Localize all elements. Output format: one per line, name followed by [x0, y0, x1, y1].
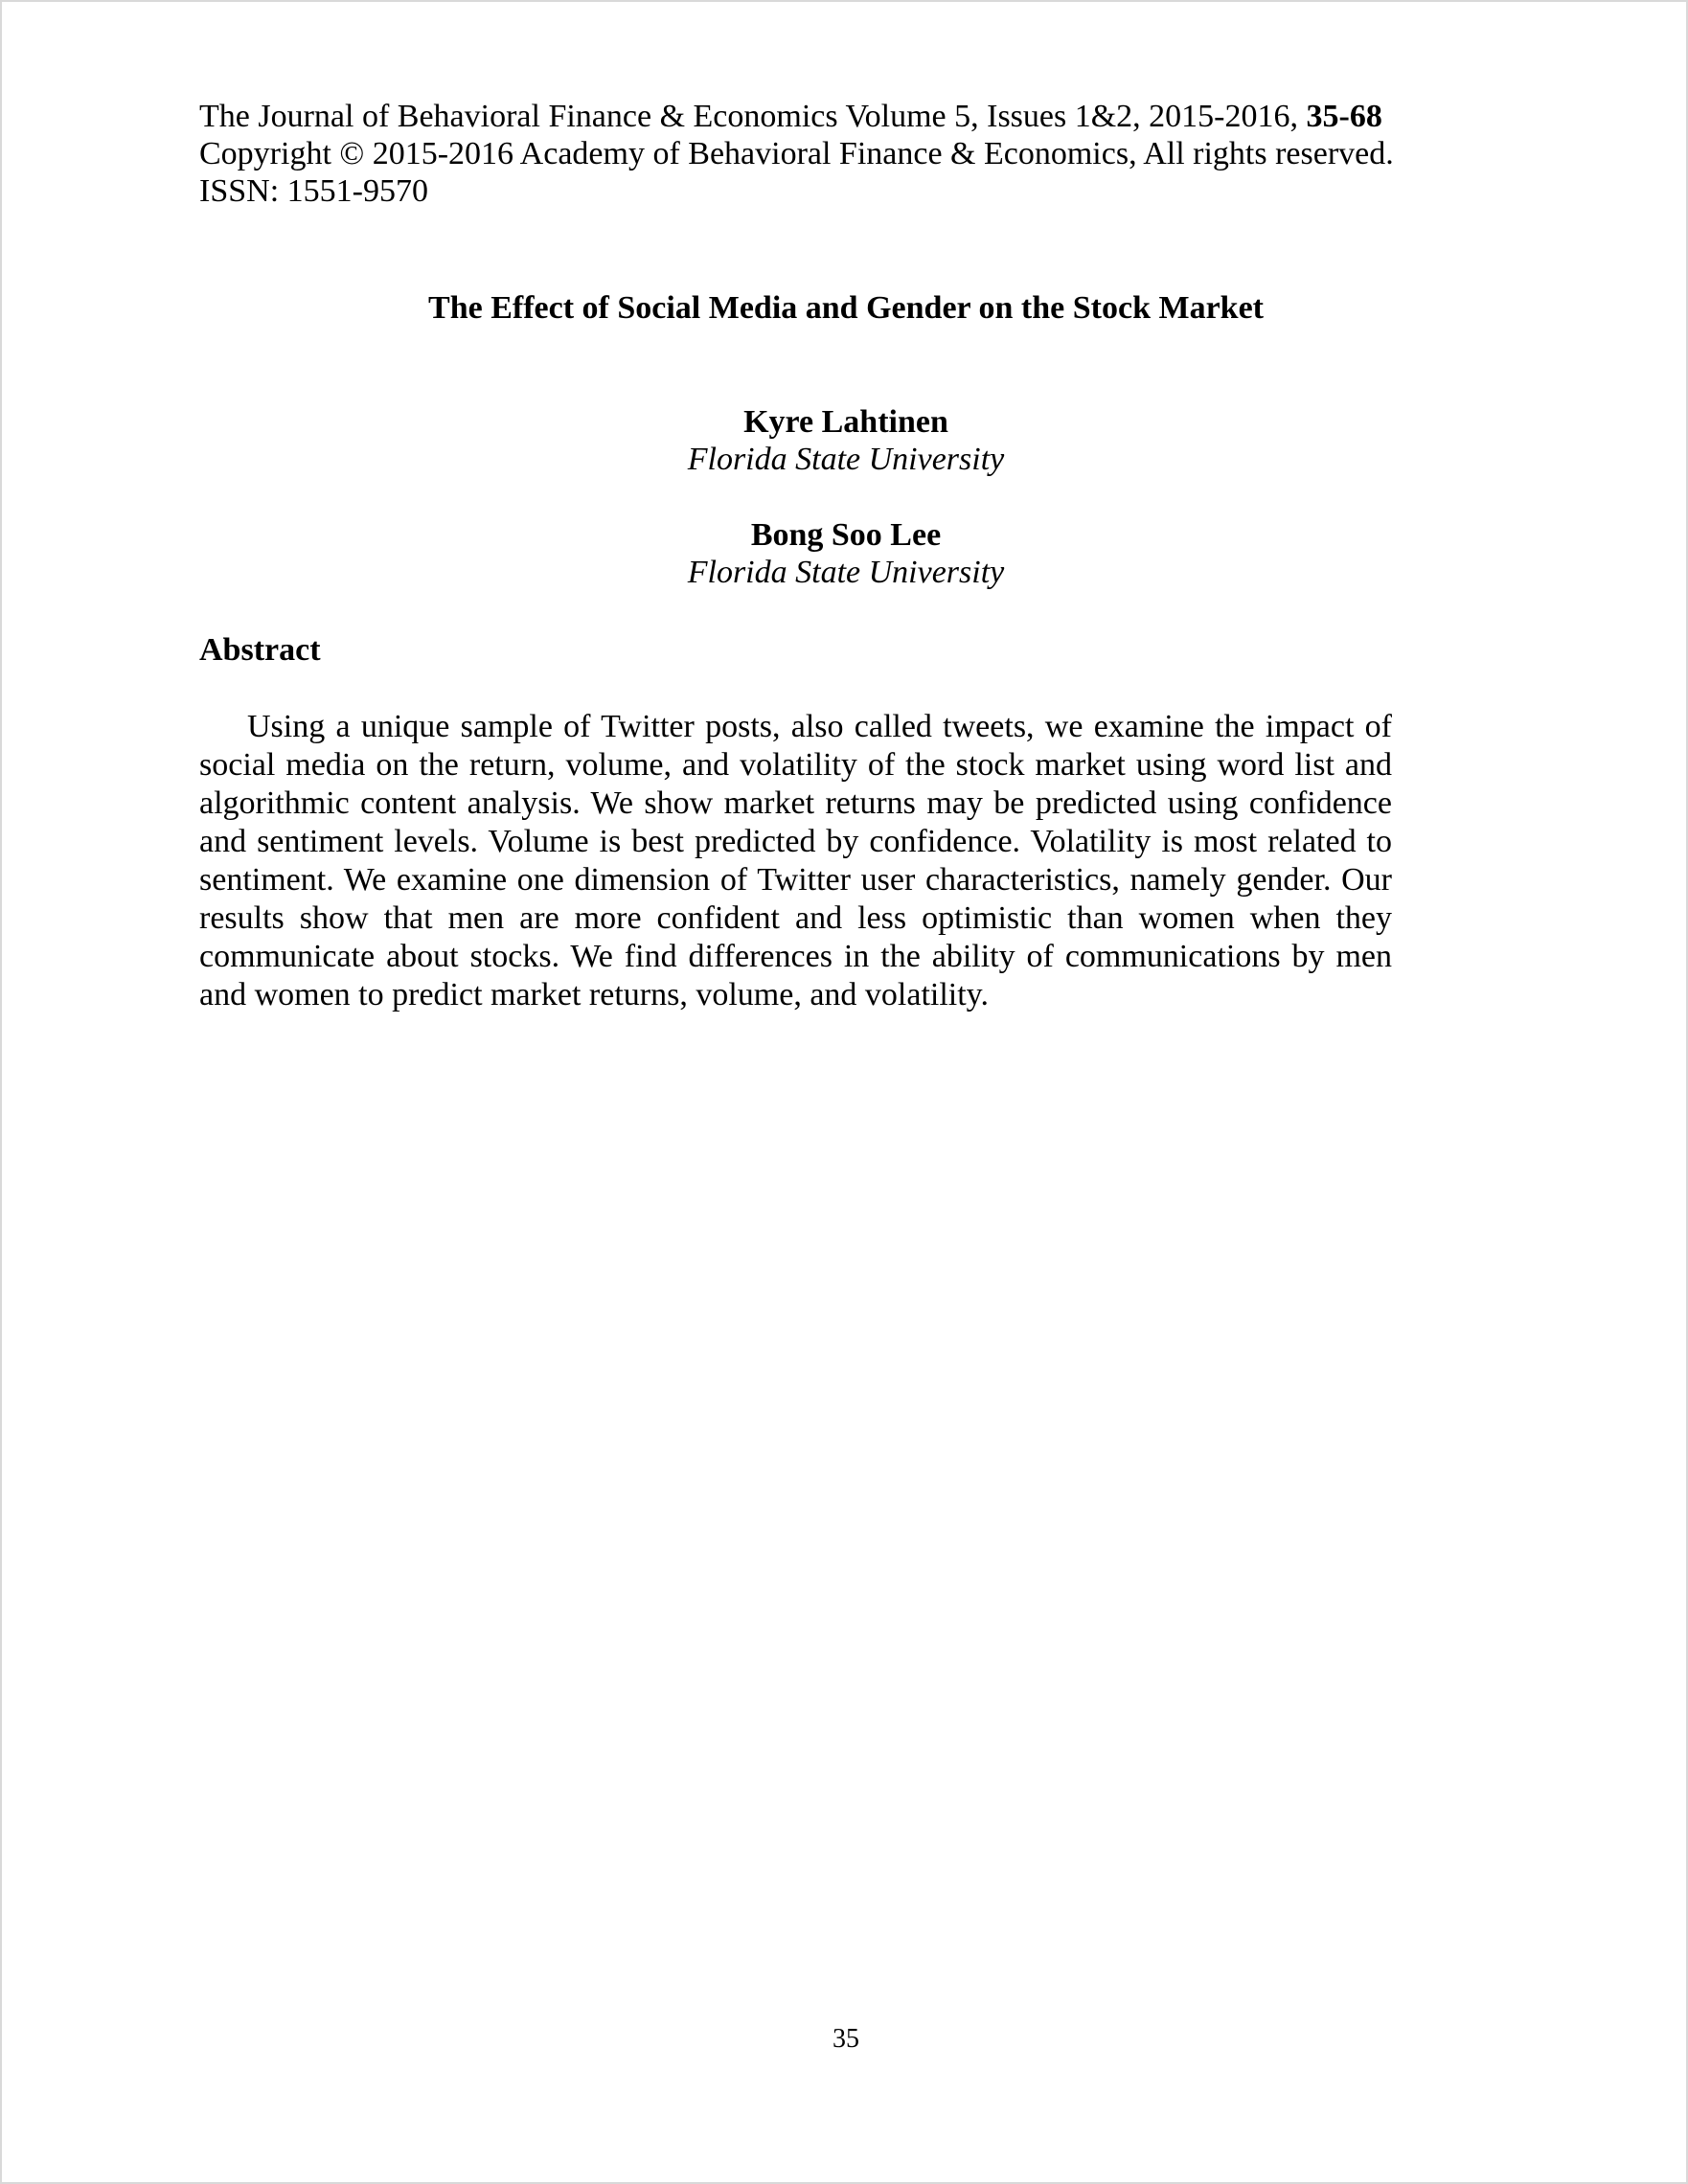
abstract-line: social media on the return, volume, and volatility of the stock market using word list and — [199, 747, 1392, 783]
abstract-line: results show that men are more confident and less optimistic than women when they — [199, 900, 1392, 936]
author-block — [199, 516, 1493, 591]
abstract-line: Using a unique sample of Twitter posts, also called tweets, we examine the impact of — [247, 709, 1392, 744]
abstract-line: communicate about stocks. We find differences in the ability of communications by men — [199, 939, 1392, 974]
page-range: 35-68 — [1306, 99, 1382, 134]
author-affiliation: Florida State University — [687, 442, 1005, 477]
paper-title: The Effect of Social Media and Gender on the Stock Market — [428, 290, 1264, 326]
abstract-line: sentiment. We examine one dimension of Twitter user characteristics, namely gender. Our — [199, 862, 1392, 898]
author-name: Kyre Lahtinen — [743, 404, 948, 440]
issn-line: ISSN: 1551-9570 — [199, 173, 428, 209]
author-name: Bong Soo Lee — [750, 517, 942, 553]
journal-citation-line — [199, 98, 1540, 135]
abstract-line: algorithmic content analysis. We show market returns may be predicted using confidence — [199, 785, 1392, 821]
abstract-body — [199, 708, 1392, 1014]
abstract-heading: Abstract — [199, 632, 321, 668]
abstract-line: and women to predict market returns, volume, and volatility. — [199, 977, 989, 1012]
author-affiliation: Florida State University — [687, 555, 1005, 590]
journal-citation: The Journal of Behavioral Finance & Economics Volume 5, Issues 1&2, 2015-2016, — [199, 99, 1307, 134]
author-block — [199, 403, 1493, 478]
copyright-line: Copyright © 2015-2016 Academy of Behavioral Finance & Economics, All rights reserved. — [199, 136, 1394, 171]
journal-header — [199, 98, 1540, 210]
abstract-line: and sentiment levels. Volume is best predicted by confidence. Volatility is most related to — [199, 824, 1392, 859]
page-number: 35 — [833, 2024, 859, 2054]
